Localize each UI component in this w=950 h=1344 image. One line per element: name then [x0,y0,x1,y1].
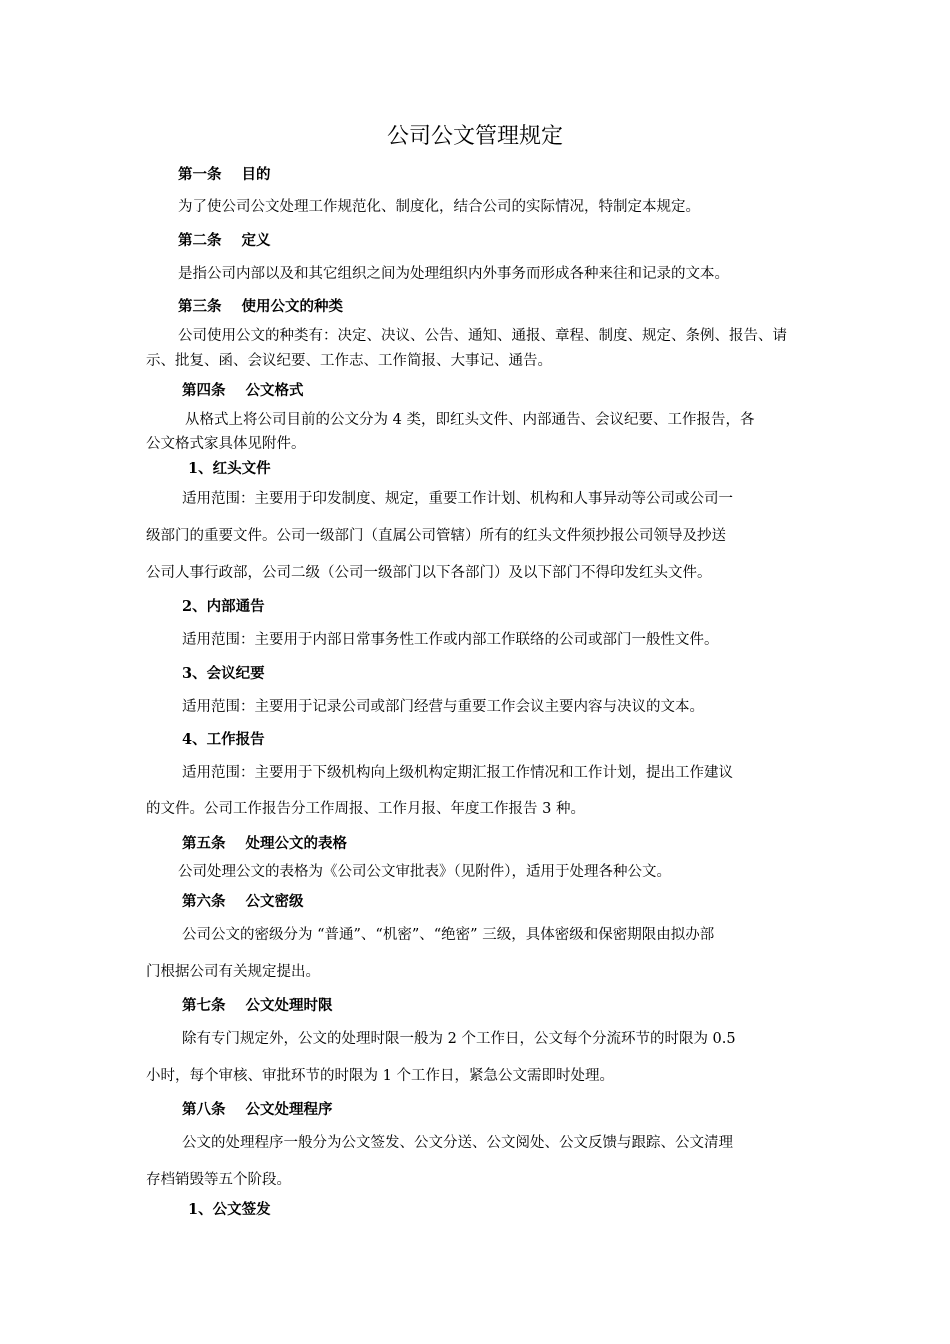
article-title: 定义 [241,232,271,249]
article-number: 第三条 [178,298,222,315]
paragraph: 公文的处理程序一般分为公文签发、公文分送、公文阅处、公文反馈与跟踪、公文清理 [182,1135,733,1151]
paragraph: 适用范围：主要用于记录公司或部门经营与重要工作会议主要内容与决议的文本。 [182,699,704,715]
paragraph: 除有专门规定外，公文的处理时限一般为 2 个工作日，公文每个分流环节的时限为 0.5 [182,1031,736,1047]
section-heading: 1、红头文件 [188,460,271,477]
article-title: 目的 [241,166,271,183]
section-heading: 1、公文签发 [188,1201,271,1218]
document-title: 公司公文管理规定 [386,124,563,149]
article-4-heading [182,381,304,401]
article-title: 使用公文的种类 [241,298,343,315]
paragraph: 级部门的重要文件。公司一级部门（直属公司管辖）所有的红头文件须抄报公司领导及抄送 [146,528,726,544]
section-heading: 2、内部通告 [182,598,265,615]
paragraph: 小时，每个审核、审批环节的时限为 1 个工作日，紧急公文需即时处理。 [146,1068,614,1084]
paragraph: 从格式上将公司目前的公文分为 4 类，即红头文件、内部通告、会议纪要、工作报告，各 [185,412,755,428]
article-5-heading [182,834,347,854]
article-8-heading [182,1100,333,1120]
article-number: 第八条 [182,1101,226,1118]
paragraph: 的文件。公司工作报告分工作周报、工作月报、年度工作报告 3 种。 [146,801,585,817]
paragraph: 存档销毁等五个阶段。 [146,1172,291,1188]
article-3-heading [178,297,343,317]
article-number: 第六条 [182,893,226,910]
article-number: 第一条 [178,166,222,183]
article-title: 处理公文的表格 [245,835,347,852]
paragraph: 公文格式家具体见附件。 [146,436,306,452]
article-2-heading [178,231,271,251]
article-7-heading [182,996,333,1016]
article-title: 公文格式 [245,382,304,399]
article-number: 第七条 [182,997,226,1014]
article-number: 第五条 [182,835,226,852]
article-title: 公文处理时限 [245,997,333,1014]
paragraph: 适用范围：主要用于下级机构向上级机构定期汇报工作情况和工作计划，提出工作建议 [182,765,733,781]
article-title: 公文密级 [245,893,304,910]
paragraph: 示、批复、函、会议纪要、工作志、工作简报、大事记、通告。 [146,353,552,369]
article-number: 第二条 [178,232,222,249]
article-number: 第四条 [182,382,226,399]
paragraph: 公司人事行政部，公司二级（公司一级部门以下各部门）及以下部门不得印发红头文件。 [146,565,712,581]
paragraph: 适用范围：主要用于内部日常事务性工作或内部工作联络的公司或部门一般性文件。 [182,632,719,648]
paragraph: 门根据公司有关规定提出。 [146,964,320,980]
paragraph: 公司使用公文的种类有：决定、决议、公告、通知、通报、章程、制度、规定、条例、报告、请 [178,328,787,344]
paragraph: 是指公司内部以及和其它组织之间为处理组织内外事务而形成各种来往和记录的文本。 [178,266,729,282]
paragraph: 为了使公司公文处理工作规范化、制度化，结合公司的实际情况，特制定本规定。 [178,199,700,215]
paragraph: 公司公文的密级分为 “普通”、“机密”、“绝密” 三级，具体密级和保密期限由拟办部 [182,927,715,943]
section-heading: 4、工作报告 [182,731,265,748]
article-title: 公文处理程序 [245,1101,333,1118]
article-1-heading [178,165,271,185]
section-heading: 3、会议纪要 [182,665,265,682]
paragraph: 公司处理公文的表格为《公司公文审批表》（见附件），适用于处理各种公文。 [178,864,671,880]
article-6-heading [182,892,304,912]
paragraph: 适用范围：主要用于印发制度、规定，重要工作计划、机构和人事异动等公司或公司一 [182,491,733,507]
